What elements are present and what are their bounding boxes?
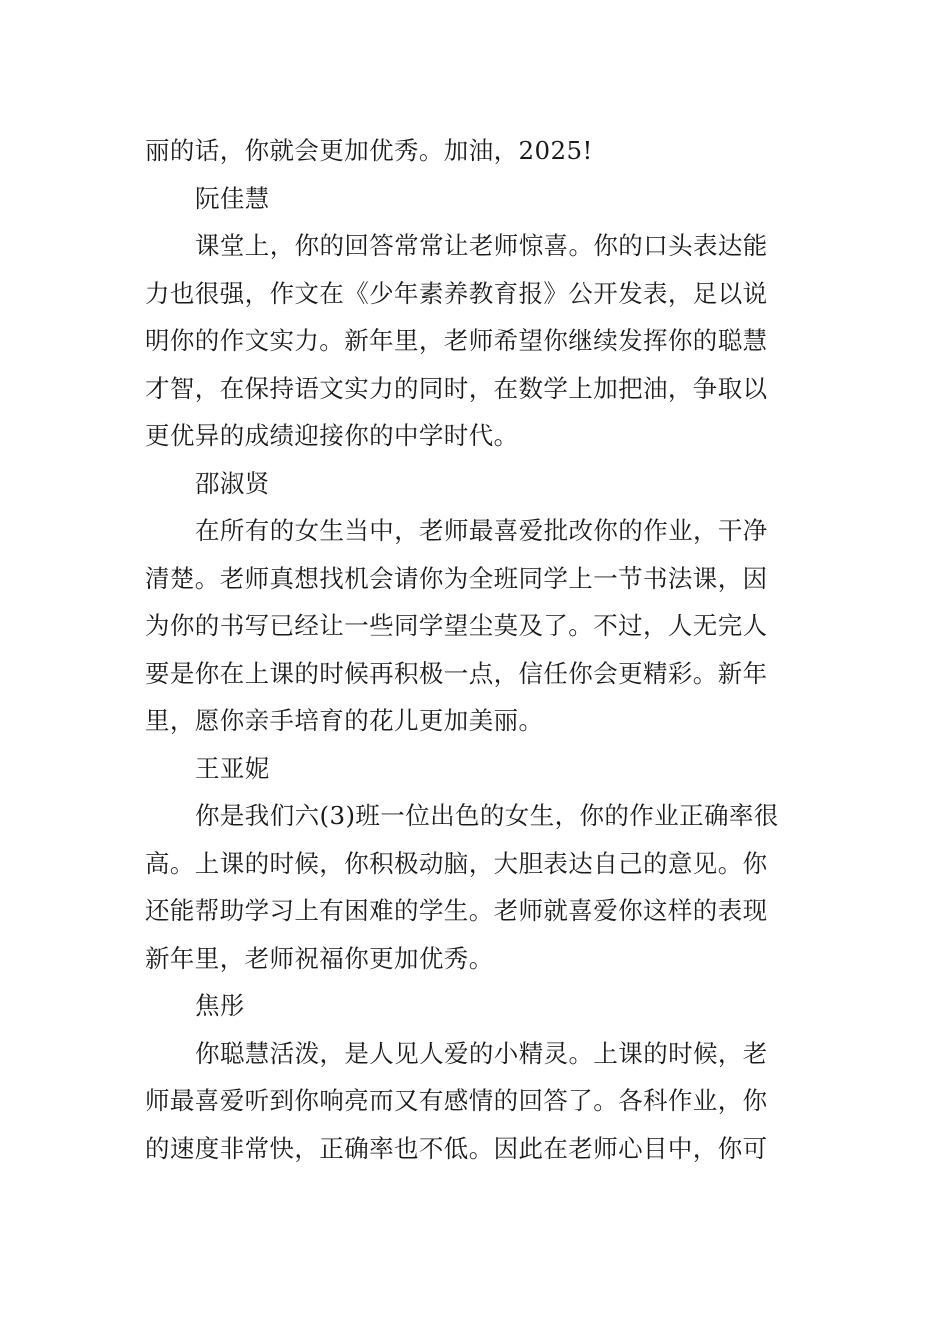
paragraph-line: 你是我们六(3)班一位出色的女生，你的作业正确率很 bbox=[195, 801, 779, 830]
paragraph-line: 要是你在上课的时候再积极一点，信任你会更精彩。新年 bbox=[145, 658, 768, 688]
paragraph-line: 力也很强，作文在《少年素养教育报》公开发表，足以说 bbox=[145, 278, 768, 308]
paragraph-line: 在所有的女生当中，老师最喜爱批改你的作业，干净 bbox=[195, 516, 768, 545]
paragraph-line: 里，愿你亲手培育的花儿更加美丽。 bbox=[145, 706, 544, 735]
paragraph-line: 课堂上，你的回答常常让老师惊喜。你的口头表达能 bbox=[195, 231, 768, 260]
paragraph-line: 还能帮助学习上有困难的学生。老师就喜爱你这样的表现 bbox=[145, 896, 768, 925]
paragraph-line: 才智，在保持语文实力的同时，在数学上加把油，争取以 bbox=[145, 373, 768, 403]
paragraph-line: 清楚。老师真想找机会请你为全班同学上一节书法课，因 bbox=[145, 563, 768, 593]
paragraph-line: 师最喜爱听到你响亮而又有感情的回答了。各科作业，你 bbox=[145, 1086, 768, 1115]
paragraph-line: 你聪慧活泼，是人见人爱的小精灵。上课的时候，老 bbox=[195, 1038, 768, 1068]
paragraph-line: 更优异的成绩迎接你的中学时代。 bbox=[145, 421, 519, 450]
student-name: 焦彤 bbox=[195, 991, 245, 1020]
student-name: 阮佳慧 bbox=[195, 183, 270, 213]
student-name: 邵淑贤 bbox=[195, 468, 270, 498]
paragraph-line: 新年里，老师祝福你更加优秀。 bbox=[145, 943, 494, 973]
paragraph-line: 丽的话，你就会更加优秀。加油，2025! bbox=[145, 136, 593, 165]
student-name: 王亚妮 bbox=[195, 753, 270, 783]
paragraph-line: 为你的书写已经让一些同学望尘莫及了。不过，人无完人 bbox=[145, 611, 768, 640]
paragraph-line: 明你的作文实力。新年里，老师希望你继续发挥你的聪慧 bbox=[145, 326, 768, 355]
paragraph-line: 高。上课的时候，你积极动脑，大胆表达自己的意见。你 bbox=[145, 848, 768, 878]
paragraph-line: 的速度非常快，正确率也不低。因此在老师心目中，你可 bbox=[145, 1133, 768, 1163]
document-body bbox=[145, 127, 807, 1172]
